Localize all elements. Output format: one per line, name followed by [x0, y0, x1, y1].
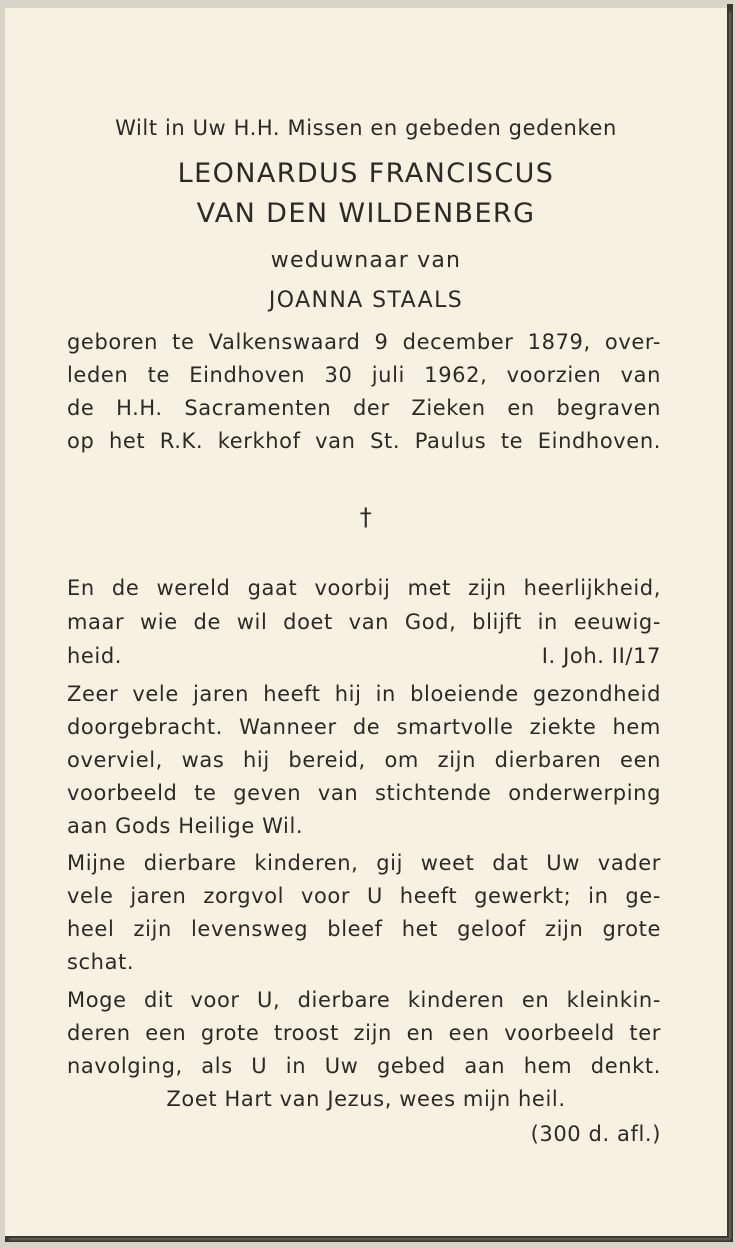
paragraph2-line: heel zijn levensweg bleef het geloof zijn grote — [67, 917, 661, 941]
paragraph2-line: vele jaren zorgvol voor U heeft gewerkt; in ge- — [67, 884, 661, 908]
paragraph2-last-line: schat. — [67, 950, 135, 974]
spouse-name: JOANNA STAALS — [268, 288, 464, 313]
deceased-name-line2: VAN DEN WILDENBERG — [196, 198, 536, 229]
bio-line: leden te Eindhoven 30 juli 1962, voorzien van — [67, 363, 661, 387]
paragraph2-line: Mijne dierbare kinderen, gij weet dat Uw vader — [67, 851, 661, 875]
paragraph1-last-line: aan Gods Heilige Wil. — [67, 814, 304, 838]
paragraph3-line: navolging, als U in Uw gebed aan hem denkt. — [67, 1054, 661, 1078]
memorial-card — [5, 8, 727, 1236]
quote-line: maar wie de wil doet van God, blijft in eeuwig- — [67, 610, 661, 634]
paragraph1-line: overviel, was hij bereid, om zijn dierbaren een — [67, 748, 661, 772]
bio-line: geboren te Valkenswaard 9 december 1879, over- — [67, 330, 661, 354]
paragraph1-line: Zeer vele jaren heeft hij in bloeiende gezondheid — [67, 682, 661, 706]
card-edge-shadow-right — [727, 4, 733, 1242]
intro-line: Wilt in Uw H.H. Missen en gebeden gedenken — [115, 116, 617, 140]
bible-reference: I. Joh. II/17 — [541, 644, 661, 668]
quote-line: En de wereld gaat voorbij met zijn heerlijkheid, — [67, 576, 661, 600]
cross-symbol: † — [359, 503, 373, 531]
card-edge-shadow-bottom — [5, 1236, 733, 1242]
bio-line: de H.H. Sacramenten der Zieken en begraven — [67, 396, 661, 420]
paragraph1-line: doorgebracht. Wanneer de smartvolle ziekte hem — [67, 715, 661, 739]
paragraph3-line: Moge dit voor U, dierbare kinderen en kleinkin- — [67, 988, 661, 1012]
widower-of-label: weduwnaar van — [270, 248, 462, 273]
prayer-line: Zoet Hart van Jezus, wees mijn heil. — [166, 1087, 566, 1111]
quote-last-line: heid. — [67, 644, 123, 668]
paragraph3-line: deren een grote troost zijn en een voorbeeld ter — [67, 1021, 661, 1045]
deceased-name-line1: LEONARDUS FRANCISCUS — [177, 158, 555, 189]
bio-line: op het R.K. kerkhof van St. Paulus te Eindhoven. — [67, 429, 661, 453]
indulgence-note: (300 d. afl.) — [530, 1122, 661, 1146]
paragraph1-line: voorbeeld te geven van stichtende onderwerping — [67, 781, 661, 805]
